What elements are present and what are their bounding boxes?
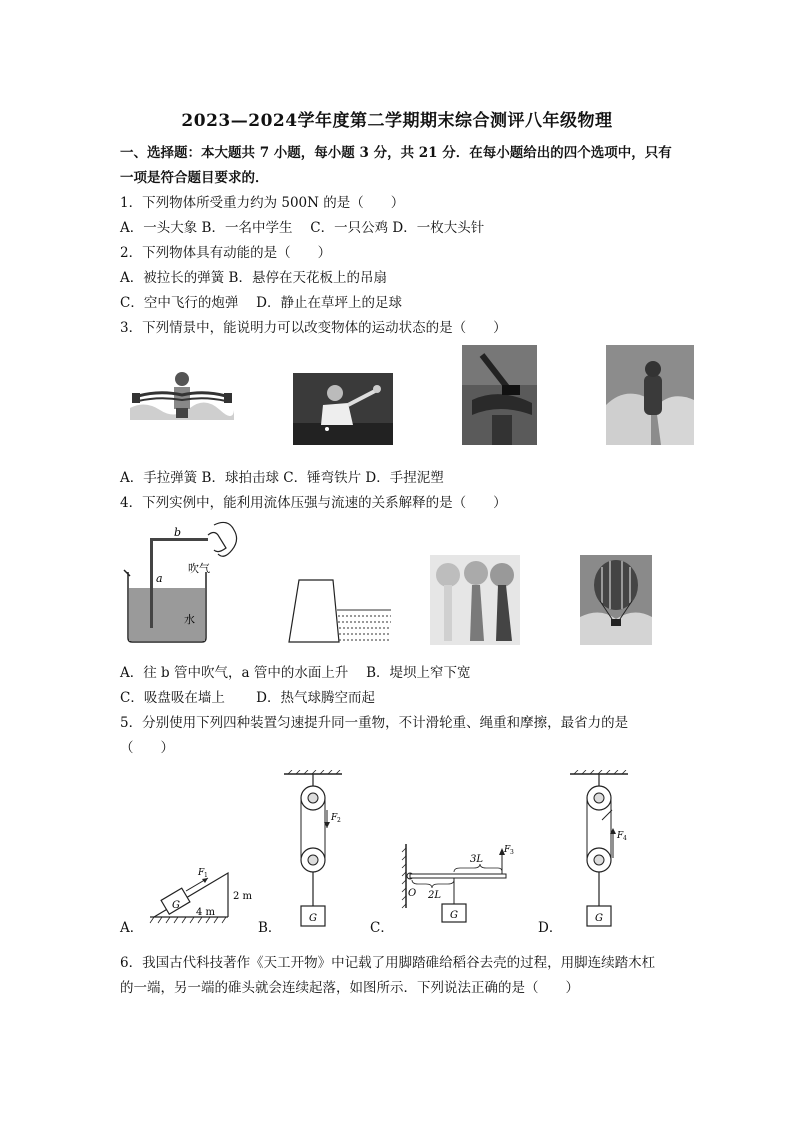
clay-sculpture-image <box>606 345 694 445</box>
q6-stem-line1: 6．我国古代科技著作《天工开物》中记载了用脚踏碓给稻谷去壳的过程，用脚连续踏木杠 <box>120 955 656 971</box>
force-label-f2: F <box>331 813 338 823</box>
q1-options: A．一头大象 B．一名中学生 C．一只公鸡 D．一枚大头针 <box>120 220 485 236</box>
q5-stem-line1: 5．分别使用下列四种装置匀速提升同一重物，不计滑轮重、绳重和摩擦，最省力的是 <box>120 715 629 731</box>
force-sub-2: 2 <box>337 817 341 824</box>
q2-options-line2: C．空中飞行的炮弹 D．静止在草坪上的足球 <box>120 295 402 311</box>
label-blow: 吹气 <box>188 562 210 575</box>
section-header-line2: 一项是符合题目要求的． <box>120 170 269 186</box>
q6-stem-line2: 的一端，另一端的碓头就会连续起落，如图所示．下列说法正确的是（ ） <box>120 980 579 996</box>
slope-length-label: 4 m <box>196 907 216 918</box>
hammer-iron-image <box>462 345 537 445</box>
force-sub-4: 4 <box>623 835 627 842</box>
table-tennis-image <box>293 373 393 445</box>
q4-options-line1: A．往 b 管中吹气，a 管中的水面上升 B．堤坝上窄下宽 <box>120 665 471 681</box>
spring-pull-image <box>130 370 234 420</box>
force-label-f1: F <box>198 868 205 878</box>
force-label-f3: F <box>504 845 511 855</box>
q5-label-b: B． <box>258 920 282 936</box>
label-b: b <box>174 526 182 539</box>
length-3l: 3L <box>470 854 484 865</box>
pulley-block-d-diagram <box>566 770 646 930</box>
weight-label-c: G <box>450 910 458 921</box>
q1-stem: 1．下列物体所受重力约为 500N 的是（ ） <box>120 195 405 211</box>
weight-label-b: G <box>309 913 317 924</box>
pivot-o-label: O <box>408 888 417 899</box>
section-header-line1: 一、选择题：本大题共 7 小题，每小题 3 分，共 21 分．在每小题给出的四个选项中，只有 <box>120 145 672 161</box>
beaker-tube-diagram <box>118 520 243 645</box>
weight-label-d: G <box>595 913 603 924</box>
q4-options-line2: C．吸盘吸在墙上 D．热气球腾空而起 <box>120 690 375 706</box>
inclined-plane-diagram <box>148 855 260 927</box>
lever-diagram <box>398 838 518 928</box>
length-2l: 2L <box>428 890 442 901</box>
q4-stem: 4．下列实例中，能利用流体压强与流速的关系解释的是（ ） <box>120 495 507 511</box>
q5-stem-line2: （ ） <box>120 740 174 756</box>
label-water: 水 <box>184 613 195 626</box>
pulley-block-b-diagram <box>280 770 360 930</box>
hot-air-balloon-image <box>580 555 652 645</box>
weight-label-a: G <box>172 900 180 911</box>
q5-label-c: C． <box>370 920 394 936</box>
label-a: a <box>156 572 163 585</box>
page-title: 2023—2024学年度第二学期期末综合测评八年级物理 <box>181 111 613 131</box>
slope-height-label: 2 m <box>233 891 253 902</box>
q2-options-line1: A．被拉长的弹簧 B．悬停在天花板上的吊扇 <box>120 270 387 286</box>
force-label-f4: F <box>617 831 624 841</box>
q5-label-d: D． <box>538 920 563 936</box>
suction-cup-image <box>430 555 520 645</box>
q3-stem: 3．下列情景中，能说明力可以改变物体的运动状态的是（ ） <box>120 320 507 336</box>
dam-diagram <box>287 578 392 644</box>
q3-options: A．手拉弹簧 B．球拍击球 C．锤弯铁片 D．手捏泥塑 <box>120 470 444 486</box>
force-sub-1: 1 <box>204 872 208 879</box>
force-sub-3: 3 <box>510 849 514 856</box>
q5-label-a: A． <box>120 920 144 936</box>
q2-stem: 2．下列物体具有动能的是（ ） <box>120 245 332 261</box>
